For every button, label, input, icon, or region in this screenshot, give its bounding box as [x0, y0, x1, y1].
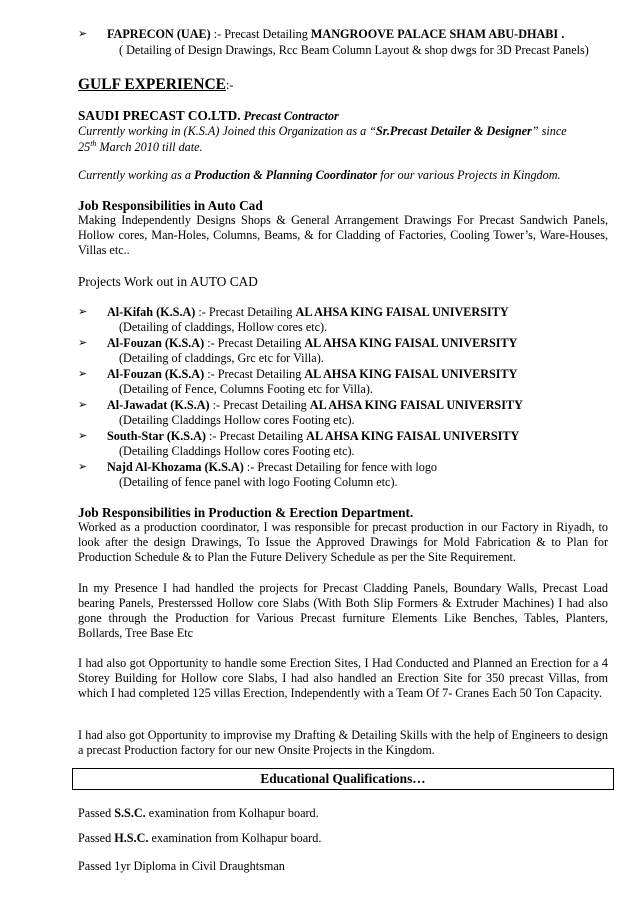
autocad-body: Making Independently Designs Shops & General Arrangement Drawings For Precast Sandwich Panels, Hollow cores, Man-Holes, Columns, Beams, & for Cladding of Factories, Cooling Tower’s, Ware-Houses, Villas etc.. — [78, 213, 608, 257]
project-sep: :- Precast Detailing — [195, 305, 296, 319]
bullet-arrow-icon: ➢ — [78, 336, 88, 349]
production-paragraph-1: Worked as a production coordinator, I was responsible for precast production in our Factory in Riyadh, to look after the design Drawings, To Issue the Approved Drawings for Mold Fabrication & to Plan for Production Schedule & to Plan the Future Delivery Schedule as per the Site Requirement. — [78, 520, 608, 564]
project-client: Najd Al-Khozama (K.S.A) — [107, 460, 244, 474]
project-name: AL AHSA KING FAISAL UNIVERSITY — [295, 305, 509, 319]
education-item — [78, 806, 608, 821]
saudi-line-1a: Currently working in (K.S.A) Joined this Organization as a “ — [78, 124, 377, 138]
project-sep: :- Precast Detailing — [204, 336, 305, 350]
saudi-line-3 — [78, 168, 608, 183]
list-item — [107, 367, 612, 382]
faprecon-company: FAPRECON (UAE) — [107, 27, 211, 41]
project-client: Al-Jawadat (K.S.A) — [107, 398, 210, 412]
saudi-current-role: Production & Planning Coordinator — [194, 168, 378, 182]
bullet-arrow-icon: ➢ — [78, 27, 88, 40]
project-sep: :- Precast Detailing — [205, 429, 307, 443]
project-sep: :- Precast Detailing — [209, 398, 310, 412]
production-paragraph-4: I had also got Opportunity to improvise my Drafting & Detailing Skills with the help of Engineers to design a precast Production factory for our new Onsite Projects in the Kingdom. — [78, 728, 608, 757]
project-client: Al-Kifah (K.S.A) — [107, 305, 196, 319]
project-name: AL AHSA KING FAISAL UNIVERSITY — [304, 367, 518, 381]
education-exam: S.S.C. — [114, 806, 146, 820]
production-paragraph-3: I had also got Opportunity to handle some Erection Sites, I Had Conducted and Planned an Erection for a 4 Storey Building for Hollow core Slabs, I had also handled an Erection Site for 350 precast Villas, from which I had completed 125 villas Erection, Independently with a Team Of 7- Cranes Each 50 Ton Capacity. — [78, 656, 608, 700]
education-item — [78, 859, 608, 874]
saudi-designation: Sr.Precast Detailer & Designer — [376, 124, 532, 138]
list-item — [107, 429, 612, 444]
list-item — [107, 460, 612, 475]
production-paragraph-2: In my Presence I had handled the projects for Precast Cladding Panels, Boundary Walls, Precast Load bearing Panels, Presterssed Hollow core Slabs (With Both Slip Formers & Extruder Machines) I had also gone through the Production for Various Precast furniture Elements Like Benches, Tables, Planters, Bollards, Tree Base Etc — [78, 581, 608, 640]
saudi-date-rest: March 2010 till date. — [96, 140, 203, 154]
education-exam: H.S.C. — [114, 831, 149, 845]
faprecon-project: MANGROOVE PALACE SHAM ABU-DHABI . — [310, 27, 565, 41]
saudi-company: SAUDI PRECAST CO.LTD. — [78, 108, 241, 123]
faprecon-entry — [107, 27, 612, 42]
education-pre: Passed — [78, 831, 115, 845]
project-detail: (Detailing of fence panel with logo Footing Column etc). — [119, 475, 398, 489]
saudi-line-3c: for our various Projects in Kingdom. — [377, 168, 561, 182]
saudi-line-1 — [78, 124, 608, 139]
projects-heading: Projects Work out in AUTO CAD — [78, 274, 258, 289]
education-pre: Passed 1yr Diploma in Civil Draughtsman — [78, 859, 285, 873]
education-heading: Educational Qualifications… — [72, 768, 614, 790]
education-post: examination from Kolhapur board. — [148, 831, 322, 845]
autocad-heading: Job Responsibilities in Auto Cad — [78, 198, 263, 213]
project-name: AL AHSA KING FAISAL UNIVERSITY — [304, 336, 518, 350]
project-name: AL AHSA KING FAISAL UNIVERSITY — [309, 398, 523, 412]
bullet-arrow-icon: ➢ — [78, 429, 88, 442]
faprecon-detail: ( Detailing of Design Drawings, Rcc Beam Column Layout & shop dwgs for 3D Precast Panels) — [119, 43, 589, 57]
project-client: Al-Fouzan (K.S.A) — [107, 336, 205, 350]
gulf-title: GULF EXPERIENCE — [78, 76, 226, 93]
saudi-day-suffix: th — [90, 138, 97, 148]
saudi-day: 25 — [78, 140, 91, 154]
saudi-role: Precast Contractor — [243, 109, 339, 123]
production-heading: Job Responsibilities in Production & Erection Department. — [78, 505, 414, 520]
bullet-arrow-icon: ➢ — [78, 367, 88, 380]
bullet-arrow-icon: ➢ — [78, 305, 88, 318]
saudi-line-1c: ” since — [531, 124, 567, 138]
list-item — [107, 305, 612, 320]
gulf-suffix: :- — [225, 78, 234, 92]
saudi-line-3a: Currently working as a — [78, 168, 195, 182]
project-detail: (Detailing Claddings Hollow cores Footing etc). — [119, 413, 355, 427]
project-client: South-Star (K.S.A) — [107, 429, 206, 443]
gulf-experience-heading — [78, 77, 608, 93]
project-detail: (Detailing of Fence, Columns Footing etc for Villa). — [119, 382, 373, 396]
saudi-company-line — [78, 108, 608, 124]
project-name: AL AHSA KING FAISAL UNIVERSITY — [306, 429, 520, 443]
project-sep: :- Precast Detailing — [204, 367, 305, 381]
faprecon-sep: :- Precast Detailing — [210, 27, 311, 41]
education-item — [78, 831, 608, 846]
list-item — [107, 336, 612, 351]
education-post: examination from Kolhapur board. — [145, 806, 319, 820]
bullet-arrow-icon: ➢ — [78, 398, 88, 411]
project-detail: (Detailing of claddings, Grc etc for Villa). — [119, 351, 324, 365]
education-pre: Passed — [78, 806, 115, 820]
bullet-arrow-icon: ➢ — [78, 460, 88, 473]
project-detail: (Detailing of claddings, Hollow cores etc). — [119, 320, 328, 334]
project-detail: (Detailing Claddings Hollow cores Footing etc). — [119, 444, 355, 458]
project-client: Al-Fouzan (K.S.A) — [107, 367, 205, 381]
saudi-line-2 — [78, 140, 608, 155]
project-sep: :- Precast Detailing for fence with logo — [243, 460, 438, 474]
list-item — [107, 398, 612, 413]
